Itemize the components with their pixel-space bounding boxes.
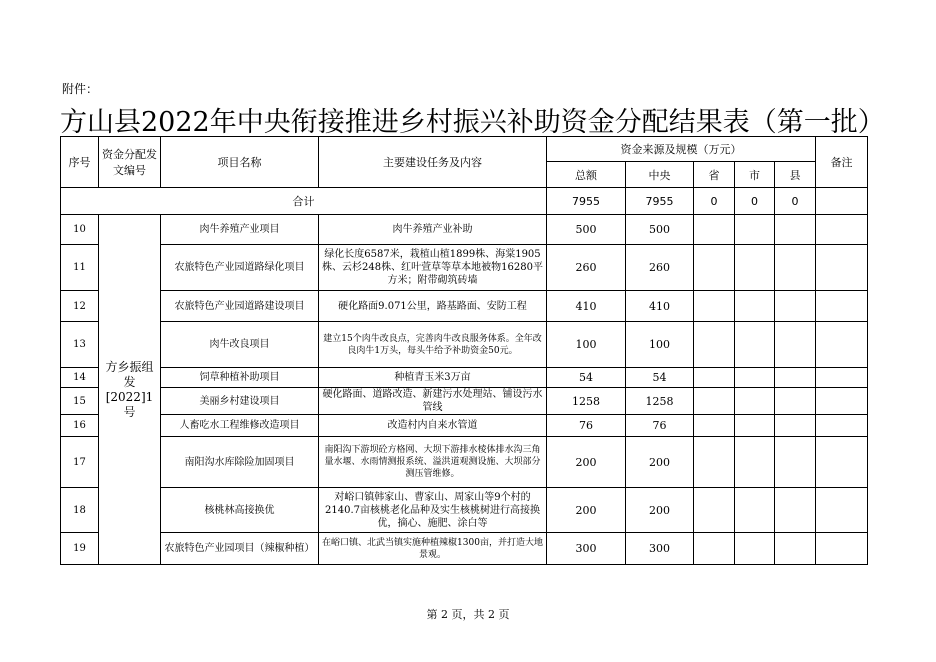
- row-county: [775, 368, 816, 388]
- row-central: 500: [626, 215, 694, 245]
- header-county: 县: [775, 162, 816, 188]
- row-project-name: 肉牛改良项目: [161, 322, 319, 368]
- row-city: [735, 437, 775, 488]
- row-province: [694, 388, 735, 415]
- row-content: 肉牛养殖产业补助: [319, 215, 547, 245]
- row-seq: 11: [61, 245, 99, 291]
- row-remark: [816, 322, 868, 368]
- row-project-name: 农旅特色产业园道路绿化项目: [161, 245, 319, 291]
- row-city: [735, 322, 775, 368]
- row-central: 200: [626, 488, 694, 533]
- row-total: 76: [547, 415, 626, 437]
- row-seq: 17: [61, 437, 99, 488]
- header-project-name: 项目名称: [161, 137, 319, 188]
- row-remark: [816, 488, 868, 533]
- row-central: 76: [626, 415, 694, 437]
- row-total: 410: [547, 291, 626, 322]
- row-seq: 10: [61, 215, 99, 245]
- row-county: [775, 415, 816, 437]
- row-county: [775, 245, 816, 291]
- row-central: 200: [626, 437, 694, 488]
- summary-label: 合计: [61, 188, 547, 215]
- page-title: 方山县2022年中央衔接推进乡村振兴补助资金分配结果表（第一批）: [60, 107, 885, 138]
- row-county: [775, 533, 816, 565]
- row-total: 300: [547, 533, 626, 565]
- row-total: 260: [547, 245, 626, 291]
- row-total: 500: [547, 215, 626, 245]
- row-central: 54: [626, 368, 694, 388]
- row-content: 硬化路面9.071公里，路基路面、安防工程: [319, 291, 547, 322]
- table-row: [61, 245, 868, 291]
- row-province: [694, 437, 735, 488]
- table-row: [61, 291, 868, 322]
- row-city: [735, 488, 775, 533]
- row-province: [694, 533, 735, 565]
- row-content: 种植青玉米3万亩: [319, 368, 547, 388]
- row-seq: 13: [61, 322, 99, 368]
- row-doc-no: 方乡振组发[2022]1号: [99, 215, 161, 565]
- row-project-name: 人畜吃水工程维修改造项目: [161, 415, 319, 437]
- row-seq: 19: [61, 533, 99, 565]
- header-doc-no: 资金分配发文编号: [99, 137, 161, 188]
- row-province: [694, 322, 735, 368]
- row-project-name: 农旅特色产业园项目（辣椒种植）: [161, 533, 319, 565]
- row-city: [735, 368, 775, 388]
- row-province: [694, 368, 735, 388]
- row-remark: [816, 291, 868, 322]
- row-central: 300: [626, 533, 694, 565]
- row-county: [775, 388, 816, 415]
- row-project-name: 核桃林高接换优: [161, 488, 319, 533]
- row-city: [735, 245, 775, 291]
- row-remark: [816, 437, 868, 488]
- row-county: [775, 291, 816, 322]
- table-row: [61, 388, 868, 415]
- row-city: [735, 388, 775, 415]
- row-remark: [816, 215, 868, 245]
- row-total: 200: [547, 437, 626, 488]
- row-city: [735, 215, 775, 245]
- row-city: [735, 415, 775, 437]
- row-central: 410: [626, 291, 694, 322]
- row-central: 260: [626, 245, 694, 291]
- row-project-name: 南阳沟水库除险加固项目: [161, 437, 319, 488]
- summary-central: 7955: [626, 188, 694, 215]
- summary-total: 7955: [547, 188, 626, 215]
- row-remark: [816, 368, 868, 388]
- header-central: 中央: [626, 162, 694, 188]
- row-content: 南阳沟下游坝砼方格网、大坝下游排水棱体排水沟三角量水堰、水雨情测报系统、溢洪道观测设施、大坝部分测压管维修。: [319, 437, 547, 488]
- row-content: 改造村内自来水管道: [319, 415, 547, 437]
- header-remark: 备注: [816, 137, 868, 188]
- table-row: [61, 415, 868, 437]
- row-seq: 14: [61, 368, 99, 388]
- row-project-name: 肉牛养殖产业项目: [161, 215, 319, 245]
- header-content: 主要建设任务及内容: [319, 137, 547, 188]
- row-seq: 16: [61, 415, 99, 437]
- row-remark: [816, 415, 868, 437]
- row-seq: 15: [61, 388, 99, 415]
- row-county: [775, 488, 816, 533]
- row-project-name: 美丽乡村建设项目: [161, 388, 319, 415]
- row-province: [694, 488, 735, 533]
- table-row: [61, 322, 868, 368]
- row-remark: [816, 533, 868, 565]
- header-city: 市: [735, 162, 775, 188]
- row-province: [694, 415, 735, 437]
- summary-city: 0: [735, 188, 775, 215]
- header-province: 省: [694, 162, 735, 188]
- summary-province: 0: [694, 188, 735, 215]
- row-remark: [816, 245, 868, 291]
- row-project-name: 饲草种植补助项目: [161, 368, 319, 388]
- summary-remark: [816, 188, 868, 215]
- row-total: 100: [547, 322, 626, 368]
- summary-county: 0: [775, 188, 816, 215]
- row-content: 对峪口镇韩家山、曹家山、周家山等9个村的2140.7亩核桃老化品种及实生核桃树进行高接换优，摘心、施肥、涂白等: [319, 488, 547, 533]
- row-remark: [816, 388, 868, 415]
- table-row: [61, 368, 868, 388]
- header-total: 总额: [547, 162, 626, 188]
- row-seq: 12: [61, 291, 99, 322]
- table-row: [61, 533, 868, 565]
- table-row: [61, 437, 868, 488]
- summary-row: [61, 188, 868, 215]
- row-project-name: 农旅特色产业园道路建设项目: [161, 291, 319, 322]
- row-total: 1258: [547, 388, 626, 415]
- page-footer: 第 2 页，共 2 页: [426, 608, 510, 621]
- row-content: 硬化路面、道路改造、新建污水处理站、铺设污水管线: [319, 388, 547, 415]
- row-content: 在峪口镇、北武当镇实施种植辣椒1300亩，并打造大地景观。: [319, 533, 547, 565]
- row-total: 54: [547, 368, 626, 388]
- row-content: 绿化长度6587米，栽植山植1899株、海棠1905株、云杉248株、红叶萱草等草本地被物16280平方米；附带砌筑砖墙: [319, 245, 547, 291]
- row-content: 建立15个肉牛改良点，完善肉牛改良服务体系。全年改良肉牛1万头，每头牛给予补助资金50元。: [319, 322, 547, 368]
- row-central: 1258: [626, 388, 694, 415]
- header-funding: 资金来源及规模（万元）: [547, 137, 816, 162]
- row-county: [775, 215, 816, 245]
- row-county: [775, 322, 816, 368]
- row-county: [775, 437, 816, 488]
- row-central: 100: [626, 322, 694, 368]
- row-total: 200: [547, 488, 626, 533]
- row-city: [735, 533, 775, 565]
- row-province: [694, 245, 735, 291]
- fund-allocation-table: [60, 136, 868, 565]
- header-seq: 序号: [61, 137, 99, 188]
- attachment-label: 附件：: [62, 82, 99, 96]
- row-province: [694, 291, 735, 322]
- row-city: [735, 291, 775, 322]
- table-row: [61, 488, 868, 533]
- row-seq: 18: [61, 488, 99, 533]
- row-province: [694, 215, 735, 245]
- table-row: [61, 215, 868, 245]
